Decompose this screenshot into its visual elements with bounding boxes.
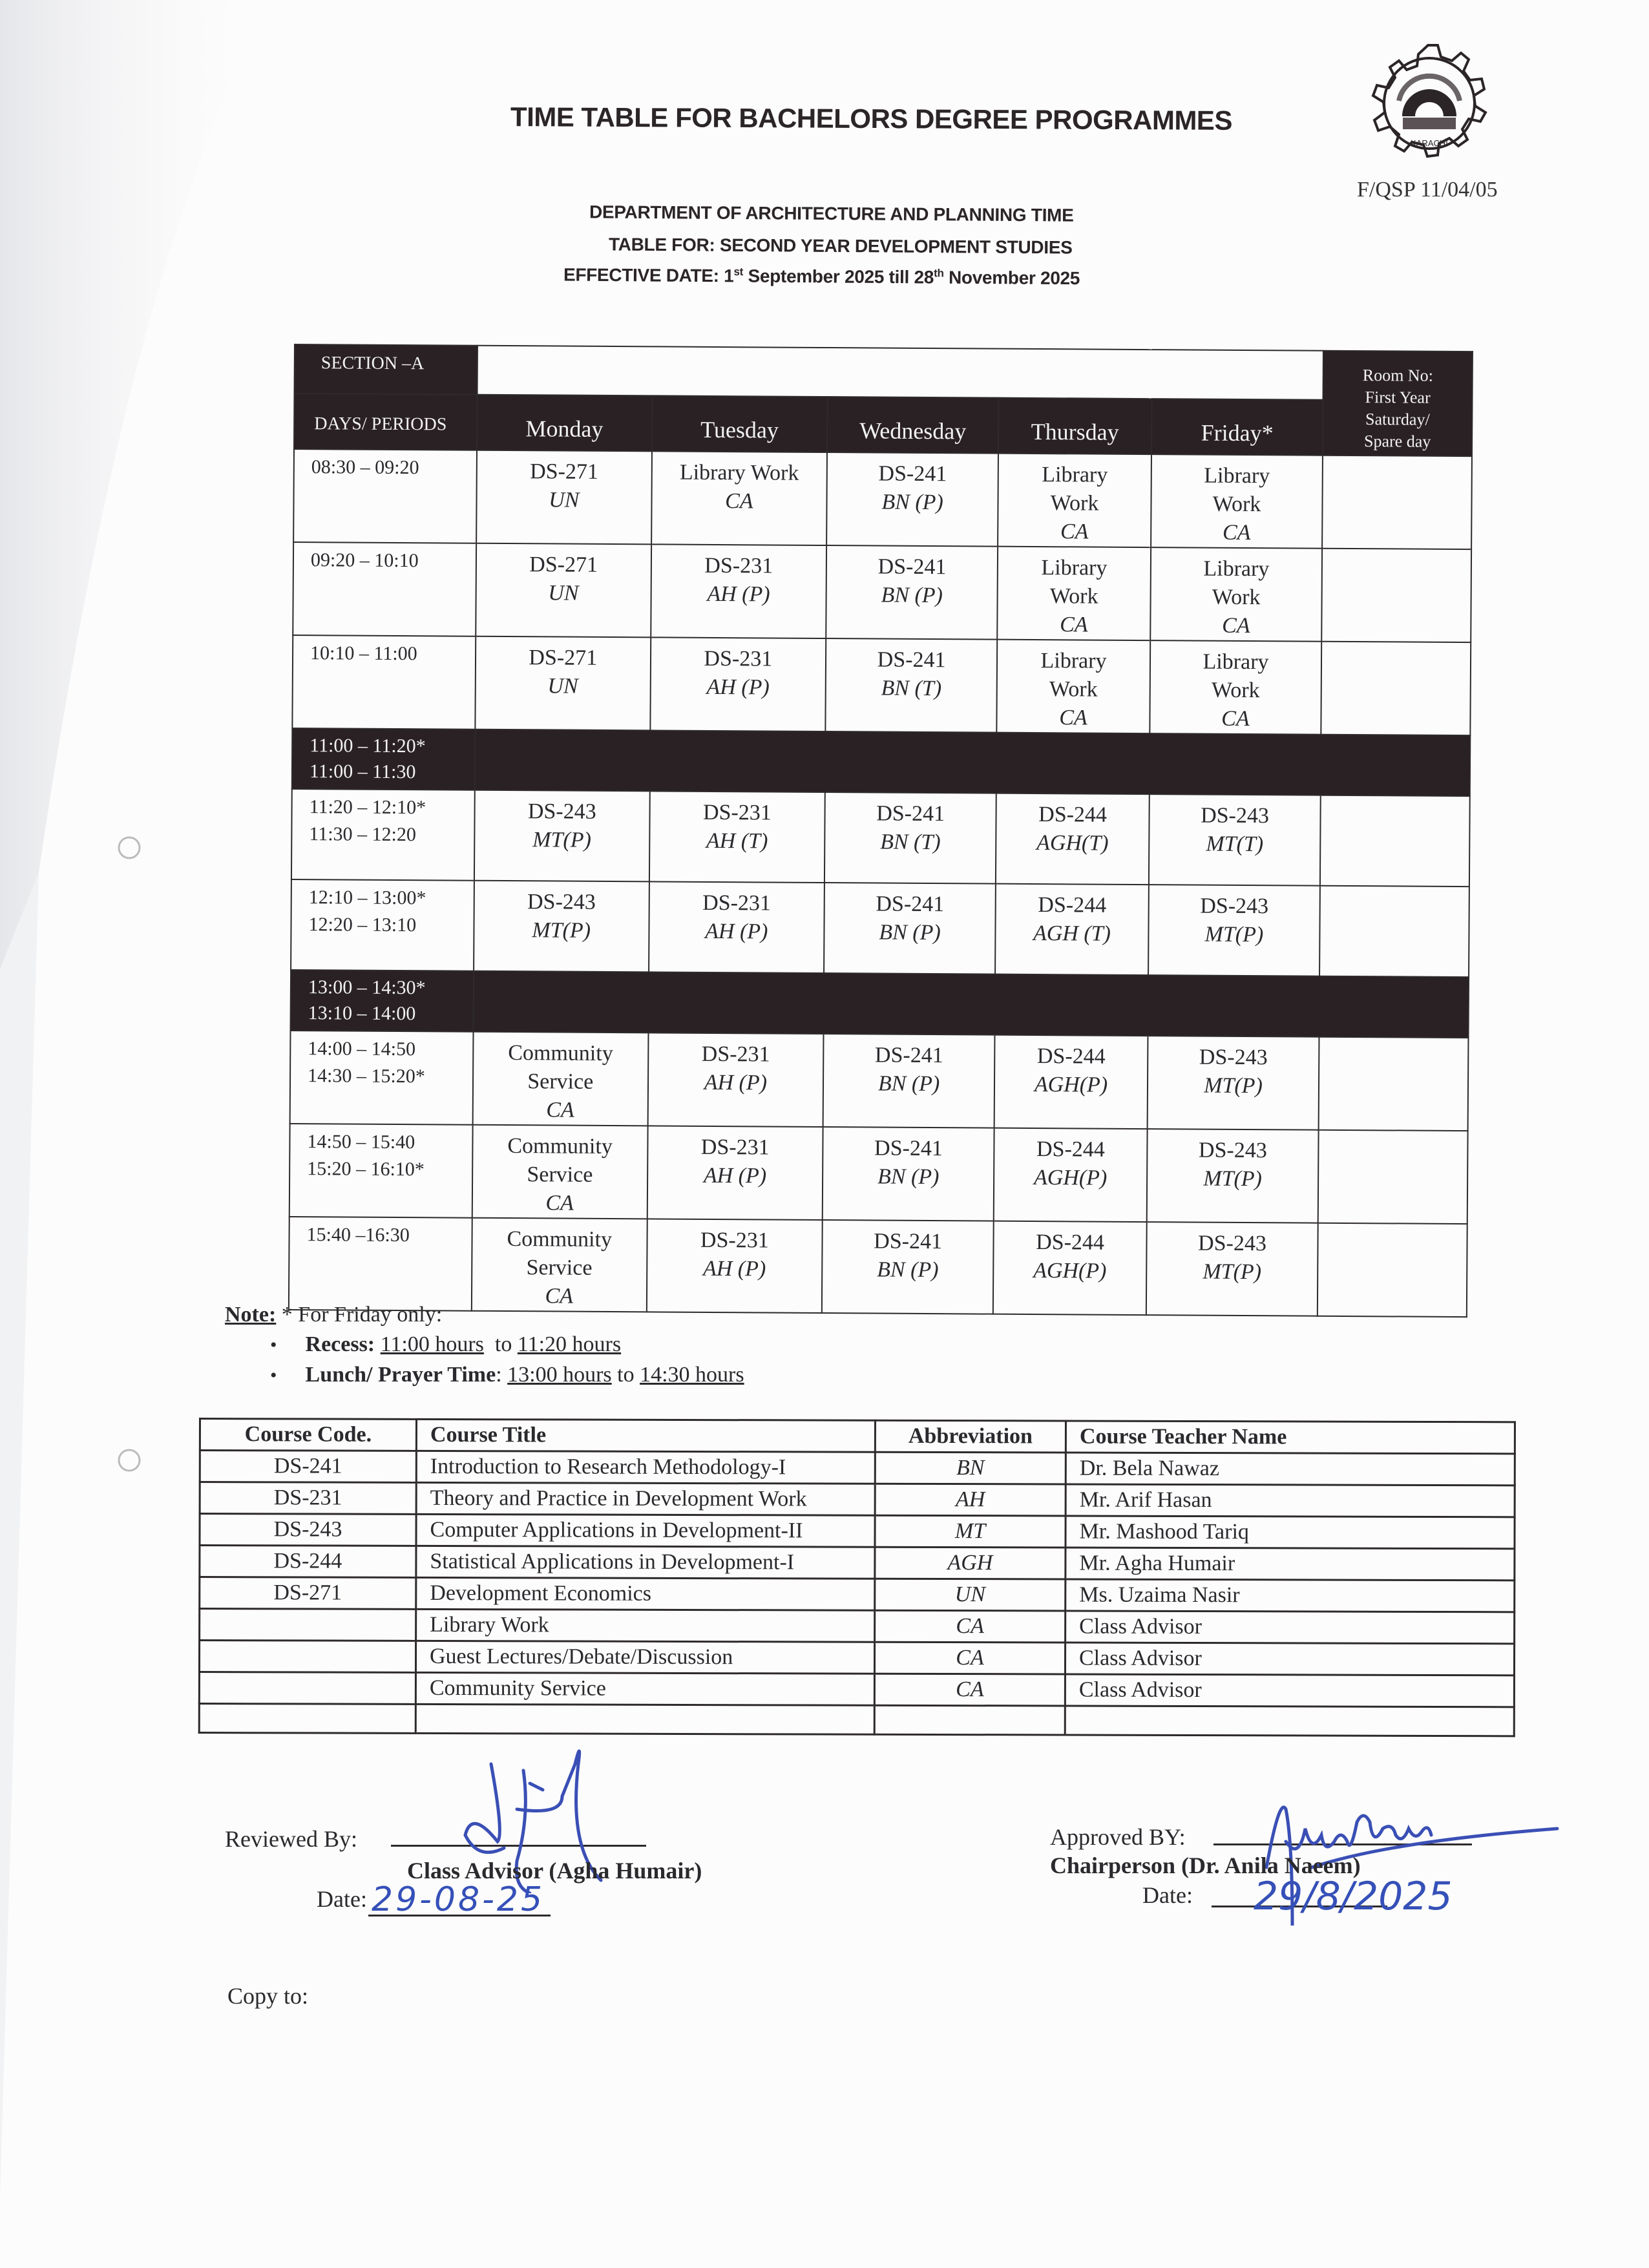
course-code: DS-244 bbox=[200, 1546, 416, 1578]
course-line: Library bbox=[1042, 463, 1108, 487]
course-line: DS-244 bbox=[1038, 803, 1108, 827]
approved-by-label: Approved BY: bbox=[1050, 1824, 1186, 1850]
instructor-abbr: BN (P) bbox=[877, 1164, 940, 1190]
timetable-header-row bbox=[295, 344, 1473, 401]
instructor-abbr: UN bbox=[549, 488, 580, 512]
course-line: Library bbox=[1204, 463, 1270, 488]
class-cell bbox=[1151, 454, 1323, 549]
course-line: DS-241 bbox=[874, 1136, 943, 1161]
room-cell bbox=[1318, 1130, 1468, 1224]
course-title: Development Economics bbox=[416, 1577, 875, 1610]
instructor-abbr: BN (P) bbox=[879, 920, 941, 945]
lunch-to-word: to bbox=[617, 1363, 635, 1387]
course-line: Service bbox=[526, 1255, 593, 1280]
approved-date-handwritten: 29/8/2025 bbox=[1254, 1874, 1453, 1919]
instructor-abbr: AH (P) bbox=[702, 1256, 766, 1281]
room-header-line: First Year bbox=[1365, 388, 1431, 407]
course-row bbox=[200, 1546, 1515, 1580]
days-periods-label: DAYS/ PERIODS bbox=[294, 394, 477, 450]
class-cell bbox=[1147, 1129, 1319, 1223]
section-label: SECTION –A bbox=[295, 344, 478, 395]
punch-hole-mark bbox=[119, 1450, 140, 1471]
break-row bbox=[292, 728, 1471, 796]
course-line: DS-241 bbox=[874, 1229, 943, 1254]
class-cell bbox=[647, 1219, 823, 1313]
class-cell bbox=[824, 792, 996, 884]
course-abbreviation: CA bbox=[875, 1610, 1066, 1643]
university-logo-icon bbox=[1347, 39, 1509, 181]
room-cell bbox=[1318, 1223, 1467, 1317]
period-time-line: 13:10 – 14:00 bbox=[308, 1002, 416, 1025]
day-header: Wednesday bbox=[827, 397, 999, 454]
instructor-abbr: UN bbox=[548, 581, 579, 605]
course-line: DS-241 bbox=[877, 554, 947, 580]
course-row bbox=[200, 1609, 1515, 1644]
class-cell bbox=[476, 543, 651, 638]
copy-to-label: Copy to: bbox=[227, 1983, 309, 2009]
course-code bbox=[199, 1704, 415, 1734]
course-table bbox=[198, 1418, 1516, 1737]
class-cell bbox=[649, 791, 825, 883]
period-time bbox=[291, 789, 475, 881]
course-line: DS-271 bbox=[529, 552, 598, 577]
room-header-line: Room No: bbox=[1362, 366, 1433, 385]
room-cell bbox=[1319, 1037, 1469, 1131]
course-line: Library bbox=[1203, 649, 1269, 675]
instructor-abbr: AH (P) bbox=[706, 675, 770, 700]
period-time-line: 14:30 – 15:20* bbox=[307, 1065, 425, 1087]
instructor-abbr: CA bbox=[1060, 520, 1089, 544]
course-abbreviation bbox=[874, 1705, 1065, 1735]
lunch-note: • Lunch/ Prayer Time: 13:00 hours to 14:30 hours bbox=[225, 1360, 744, 1391]
period-time bbox=[290, 1031, 474, 1125]
room-cell bbox=[1321, 642, 1471, 735]
instructor-abbr: MT(P) bbox=[532, 918, 591, 943]
instructor-abbr: AGH(P) bbox=[1033, 1166, 1108, 1190]
room-cell bbox=[1321, 549, 1471, 642]
course-line: DS-243 bbox=[1200, 894, 1269, 919]
instructor-abbr: MT(P) bbox=[1203, 1259, 1262, 1285]
class-cell bbox=[472, 1125, 647, 1219]
course-line: DS-271 bbox=[529, 646, 598, 670]
header-course-title: Course Title bbox=[416, 1419, 875, 1452]
class-cell bbox=[994, 1128, 1147, 1222]
course-code: DS-271 bbox=[200, 1577, 416, 1610]
course-line: DS-244 bbox=[1036, 1044, 1106, 1069]
class-cell bbox=[824, 883, 996, 974]
course-line: Work bbox=[1212, 585, 1261, 610]
course-line: Service bbox=[527, 1162, 593, 1187]
room-cell bbox=[1319, 886, 1469, 977]
class-cell bbox=[825, 638, 997, 733]
class-cell bbox=[993, 1221, 1146, 1315]
period-row bbox=[292, 635, 1471, 735]
instructor-abbr: BN (P) bbox=[877, 1257, 939, 1283]
approved-date-label: Date: bbox=[1142, 1882, 1193, 1908]
period-time bbox=[293, 449, 477, 543]
course-title: Guest Lectures/Debate/Discussion bbox=[415, 1641, 874, 1674]
course-line: DS-243 bbox=[527, 799, 596, 824]
recess-from: 11:00 hours bbox=[380, 1332, 484, 1356]
class-cell bbox=[826, 545, 998, 640]
period-row bbox=[293, 542, 1471, 642]
effective-date-line bbox=[563, 264, 1080, 289]
punch-hole-mark bbox=[119, 837, 140, 858]
day-header: Tuesday bbox=[652, 395, 828, 452]
document-title: TIME TABLE FOR BACHELORS DEGREE PROGRAMMES bbox=[510, 101, 1233, 136]
period-time-line: 14:00 – 14:50 bbox=[308, 1038, 416, 1060]
period-row bbox=[289, 1124, 1468, 1224]
course-row bbox=[200, 1482, 1515, 1517]
instructor-abbr: MT(P) bbox=[1203, 1166, 1263, 1192]
course-line: DS-271 bbox=[530, 459, 599, 484]
period-time-line: 11:20 – 12:10* bbox=[309, 796, 426, 819]
course-line: DS-231 bbox=[700, 1228, 769, 1253]
room-header-line: Saturday/ bbox=[1365, 410, 1430, 429]
course-line: Work bbox=[1049, 677, 1098, 702]
period-time bbox=[292, 635, 476, 730]
instructor-abbr: AGH(P) bbox=[1033, 1259, 1107, 1283]
course-line: DS-243 bbox=[527, 890, 596, 914]
period-time-line: 12:20 – 13:10 bbox=[308, 914, 417, 936]
friday-note bbox=[225, 1300, 744, 1391]
course-row bbox=[199, 1672, 1514, 1707]
class-cell bbox=[1146, 1222, 1318, 1316]
class-cell bbox=[995, 884, 1148, 975]
instructor-abbr: BN (T) bbox=[881, 676, 942, 701]
course-line: Community bbox=[508, 1041, 613, 1066]
period-time-line: 10:10 – 11:00 bbox=[310, 642, 417, 665]
course-abbreviation: AH bbox=[875, 1484, 1066, 1516]
instructor-abbr: MT(P) bbox=[1204, 922, 1264, 947]
course-abbreviation: CA bbox=[874, 1674, 1065, 1706]
note-intro: * For Friday only: bbox=[276, 1303, 443, 1327]
class-cell bbox=[823, 1127, 994, 1221]
course-line: DS-241 bbox=[877, 647, 946, 673]
class-cell bbox=[826, 452, 998, 547]
course-row bbox=[200, 1451, 1515, 1486]
course-abbreviation: AGH bbox=[875, 1547, 1066, 1579]
instructor-abbr: AH (T) bbox=[706, 828, 768, 854]
break-fill bbox=[474, 730, 1470, 796]
header-abbreviation: Abbreviation bbox=[875, 1420, 1066, 1453]
class-cell bbox=[476, 450, 652, 545]
period-time bbox=[291, 970, 474, 1032]
reviewed-date-label: Date: bbox=[317, 1886, 367, 1912]
course-line: DS-241 bbox=[878, 461, 947, 487]
class-cell bbox=[1148, 885, 1320, 976]
period-time bbox=[291, 879, 474, 971]
course-row bbox=[200, 1577, 1515, 1612]
class-cell bbox=[998, 547, 1151, 640]
logo-text-karachi: KARACHI bbox=[1411, 138, 1448, 148]
ordinal-suffix: th bbox=[934, 267, 944, 280]
timetable-days-row bbox=[294, 394, 1472, 456]
class-cell bbox=[650, 637, 826, 731]
break-row bbox=[291, 970, 1469, 1038]
instructor-abbr: AGH(P) bbox=[1034, 1073, 1108, 1097]
period-time bbox=[289, 1217, 472, 1311]
course-teacher: Class Advisor bbox=[1065, 1643, 1514, 1675]
course-line: DS-244 bbox=[1038, 893, 1107, 918]
form-number: F/QSP 11/04/05 bbox=[1357, 178, 1498, 202]
department-line: DEPARTMENT OF ARCHITECTURE AND PLANNING TIME bbox=[589, 202, 1074, 226]
instructor-abbr: CA bbox=[1060, 613, 1088, 637]
effective-date-prefix: EFFECTIVE DATE: 1 bbox=[563, 264, 734, 286]
course-title bbox=[415, 1704, 874, 1734]
instructor-abbr: AH (P) bbox=[705, 919, 768, 944]
class-cell bbox=[996, 793, 1149, 885]
course-line: Work bbox=[1211, 678, 1260, 703]
course-teacher: Class Advisor bbox=[1065, 1674, 1514, 1707]
period-time bbox=[289, 1124, 473, 1218]
course-code bbox=[200, 1609, 416, 1641]
course-line: DS-231 bbox=[704, 646, 773, 671]
class-cell bbox=[1150, 547, 1322, 642]
course-abbreviation: BN bbox=[875, 1452, 1066, 1484]
class-cell bbox=[1150, 640, 1321, 735]
course-line: DS-244 bbox=[1036, 1137, 1105, 1162]
period-row bbox=[290, 1031, 1469, 1131]
class-cell bbox=[997, 640, 1150, 733]
class-cell bbox=[649, 881, 824, 973]
course-abbreviation: CA bbox=[874, 1642, 1065, 1674]
course-code: DS-231 bbox=[200, 1482, 416, 1515]
recess-to: 11:20 hours bbox=[517, 1332, 622, 1356]
room-header-line: Spare day bbox=[1363, 432, 1431, 451]
lunch-to: 14:30 hours bbox=[640, 1363, 744, 1387]
class-cell bbox=[651, 544, 826, 638]
course-abbreviation: UN bbox=[875, 1579, 1066, 1611]
class-cell bbox=[472, 1218, 647, 1312]
room-header bbox=[1323, 351, 1473, 456]
period-row bbox=[291, 789, 1470, 887]
instructor-abbr: CA bbox=[1222, 520, 1251, 545]
recess-note bbox=[225, 1330, 744, 1360]
class-cell bbox=[472, 1032, 648, 1126]
instructor-abbr: AGH (T) bbox=[1033, 921, 1111, 946]
course-line: Service bbox=[527, 1069, 594, 1094]
instructor-abbr: AH (P) bbox=[707, 582, 770, 607]
approver-role: Chairperson (Dr. Anila Naeem) bbox=[1050, 1853, 1361, 1878]
program-line: TABLE FOR: SECOND YEAR DEVELOPMENT STUDIES bbox=[608, 234, 1073, 258]
header-blank-area bbox=[477, 346, 1323, 400]
instructor-abbr: AGH(T) bbox=[1036, 831, 1109, 856]
class-cell bbox=[474, 790, 650, 882]
instructor-abbr: CA bbox=[545, 1284, 574, 1308]
course-line: Library bbox=[1203, 556, 1270, 582]
course-line: DS-244 bbox=[1036, 1230, 1105, 1255]
course-title: Computer Applications in Development-II bbox=[416, 1514, 875, 1547]
instructor-abbr: MT(T) bbox=[1206, 832, 1264, 857]
room-cell bbox=[1320, 795, 1470, 887]
course-line: DS-231 bbox=[700, 1135, 770, 1160]
instructor-abbr: BN (P) bbox=[877, 1071, 940, 1097]
instructor-abbr: CA bbox=[1059, 706, 1087, 730]
course-table-header bbox=[200, 1419, 1515, 1454]
period-time bbox=[292, 728, 475, 790]
ordinal-suffix: st bbox=[733, 266, 744, 278]
course-line: Community bbox=[507, 1227, 613, 1252]
course-row-empty bbox=[199, 1704, 1514, 1736]
course-title: Introduction to Research Methodology-I bbox=[416, 1451, 875, 1484]
course-title: Theory and Practice in Development Work bbox=[416, 1482, 875, 1515]
course-line: Library bbox=[1041, 556, 1108, 580]
course-row bbox=[199, 1641, 1514, 1675]
instructor-abbr: AH (P) bbox=[704, 1070, 768, 1095]
day-header: Monday bbox=[477, 395, 653, 452]
course-teacher: Mr. Mashood Tariq bbox=[1066, 1516, 1515, 1549]
lunch-from: 13:00 hours bbox=[507, 1363, 612, 1387]
day-header: Friday* bbox=[1151, 399, 1323, 456]
course-code: DS-241 bbox=[200, 1451, 416, 1483]
course-line: DS-241 bbox=[874, 1043, 943, 1068]
instructor-abbr: MT(P) bbox=[1204, 1073, 1263, 1098]
period-time-line: 11:00 – 11:30 bbox=[309, 761, 416, 783]
note-label: Note: bbox=[225, 1303, 277, 1327]
course-line: DS-241 bbox=[876, 892, 945, 917]
period-time-line: 14:50 – 15:40 bbox=[307, 1131, 415, 1153]
course-line: DS-243 bbox=[1198, 1231, 1267, 1256]
class-cell bbox=[1147, 1036, 1319, 1130]
header-teacher-name: Course Teacher Name bbox=[1066, 1421, 1515, 1454]
period-time bbox=[293, 542, 476, 636]
course-teacher bbox=[1065, 1706, 1514, 1736]
course-teacher: Ms. Uzaima Nasir bbox=[1066, 1579, 1515, 1612]
period-time-line: 11:30 – 12:20 bbox=[309, 823, 417, 846]
course-title: Statistical Applications in Development-I bbox=[416, 1546, 875, 1579]
period-time-line: 08:30 – 09:20 bbox=[311, 456, 419, 479]
instructor-abbr: AH (P) bbox=[703, 1163, 767, 1188]
class-cell bbox=[475, 636, 651, 731]
instructor-abbr: CA bbox=[1222, 613, 1250, 638]
period-row bbox=[291, 879, 1469, 977]
day-header: Thursday bbox=[998, 398, 1151, 454]
class-cell bbox=[651, 451, 827, 545]
timetable bbox=[288, 344, 1473, 1318]
reviewed-date-handwritten: 29-08-25 bbox=[372, 1880, 545, 1919]
lunch-label: Lunch/ Prayer Time bbox=[305, 1363, 496, 1387]
period-time-line: 11:00 – 11:20* bbox=[310, 735, 426, 757]
course-code bbox=[199, 1672, 415, 1705]
recess-label: Recess: bbox=[305, 1332, 375, 1356]
instructor-abbr: CA bbox=[546, 1098, 574, 1122]
period-row bbox=[293, 449, 1472, 549]
course-title: Library Work bbox=[416, 1609, 875, 1642]
instructor-abbr: CA bbox=[545, 1191, 574, 1215]
instructor-abbr: MT(P) bbox=[532, 828, 591, 852]
course-line: DS-231 bbox=[704, 553, 773, 578]
course-line: DS-243 bbox=[1198, 1138, 1267, 1163]
instructor-abbr: BN (P) bbox=[881, 583, 943, 608]
course-row bbox=[200, 1514, 1515, 1549]
class-cell bbox=[1149, 794, 1321, 886]
course-line: Work bbox=[1050, 491, 1099, 516]
course-line: Library bbox=[1040, 649, 1107, 673]
course-line: DS-231 bbox=[702, 800, 772, 825]
course-teacher: Dr. Bela Nawaz bbox=[1066, 1453, 1515, 1486]
course-line: DS-243 bbox=[1199, 1045, 1268, 1070]
break-fill bbox=[473, 971, 1469, 1038]
course-line: DS-241 bbox=[876, 801, 945, 826]
effective-date-middle: September 2025 till 28 bbox=[742, 266, 934, 288]
course-code bbox=[199, 1641, 415, 1673]
course-abbreviation: MT bbox=[875, 1515, 1066, 1548]
reviewer-role: Class Advisor (Agha Humair) bbox=[407, 1858, 702, 1884]
class-cell bbox=[822, 1220, 994, 1314]
reviewed-by-label: Reviewed By: bbox=[225, 1826, 357, 1852]
class-cell bbox=[994, 1035, 1148, 1129]
course-line: Work bbox=[1212, 492, 1261, 517]
course-teacher: Class Advisor bbox=[1066, 1611, 1515, 1644]
instructor-abbr: CA bbox=[725, 489, 753, 514]
course-line: DS-243 bbox=[1201, 803, 1270, 828]
period-time-line: 15:20 – 16:10* bbox=[307, 1158, 425, 1181]
class-cell bbox=[474, 881, 649, 972]
instructor-abbr: BN (T) bbox=[880, 830, 941, 855]
header-course-code: Course Code. bbox=[200, 1419, 416, 1451]
effective-date-suffix: November 2025 bbox=[943, 267, 1080, 289]
class-cell bbox=[647, 1033, 823, 1127]
course-line: DS-231 bbox=[701, 1042, 770, 1067]
room-cell bbox=[1322, 456, 1472, 549]
period-time-line: 12:10 – 13:00* bbox=[308, 887, 426, 909]
period-time-line: 15:40 –16:30 bbox=[306, 1224, 410, 1246]
course-teacher: Mr. Arif Hasan bbox=[1066, 1484, 1515, 1517]
course-teacher: Mr. Agha Humair bbox=[1066, 1548, 1515, 1580]
class-cell bbox=[823, 1034, 995, 1128]
class-cell bbox=[647, 1126, 823, 1220]
instructor-abbr: CA bbox=[1221, 706, 1250, 731]
course-line: Library Work bbox=[679, 460, 799, 485]
course-line: Work bbox=[1049, 584, 1098, 609]
course-code: DS-243 bbox=[200, 1514, 416, 1546]
course-title: Community Service bbox=[415, 1672, 874, 1705]
instructor-abbr: UN bbox=[547, 674, 578, 698]
course-line: DS-231 bbox=[702, 890, 772, 916]
period-time-line: 13:00 – 14:30* bbox=[308, 976, 426, 999]
recess-to-word: to bbox=[494, 1332, 512, 1356]
instructor-abbr: BN (P) bbox=[881, 490, 943, 515]
period-time-line: 09:20 – 10:10 bbox=[310, 549, 419, 572]
course-line: Community bbox=[507, 1134, 613, 1159]
class-cell bbox=[998, 454, 1151, 547]
